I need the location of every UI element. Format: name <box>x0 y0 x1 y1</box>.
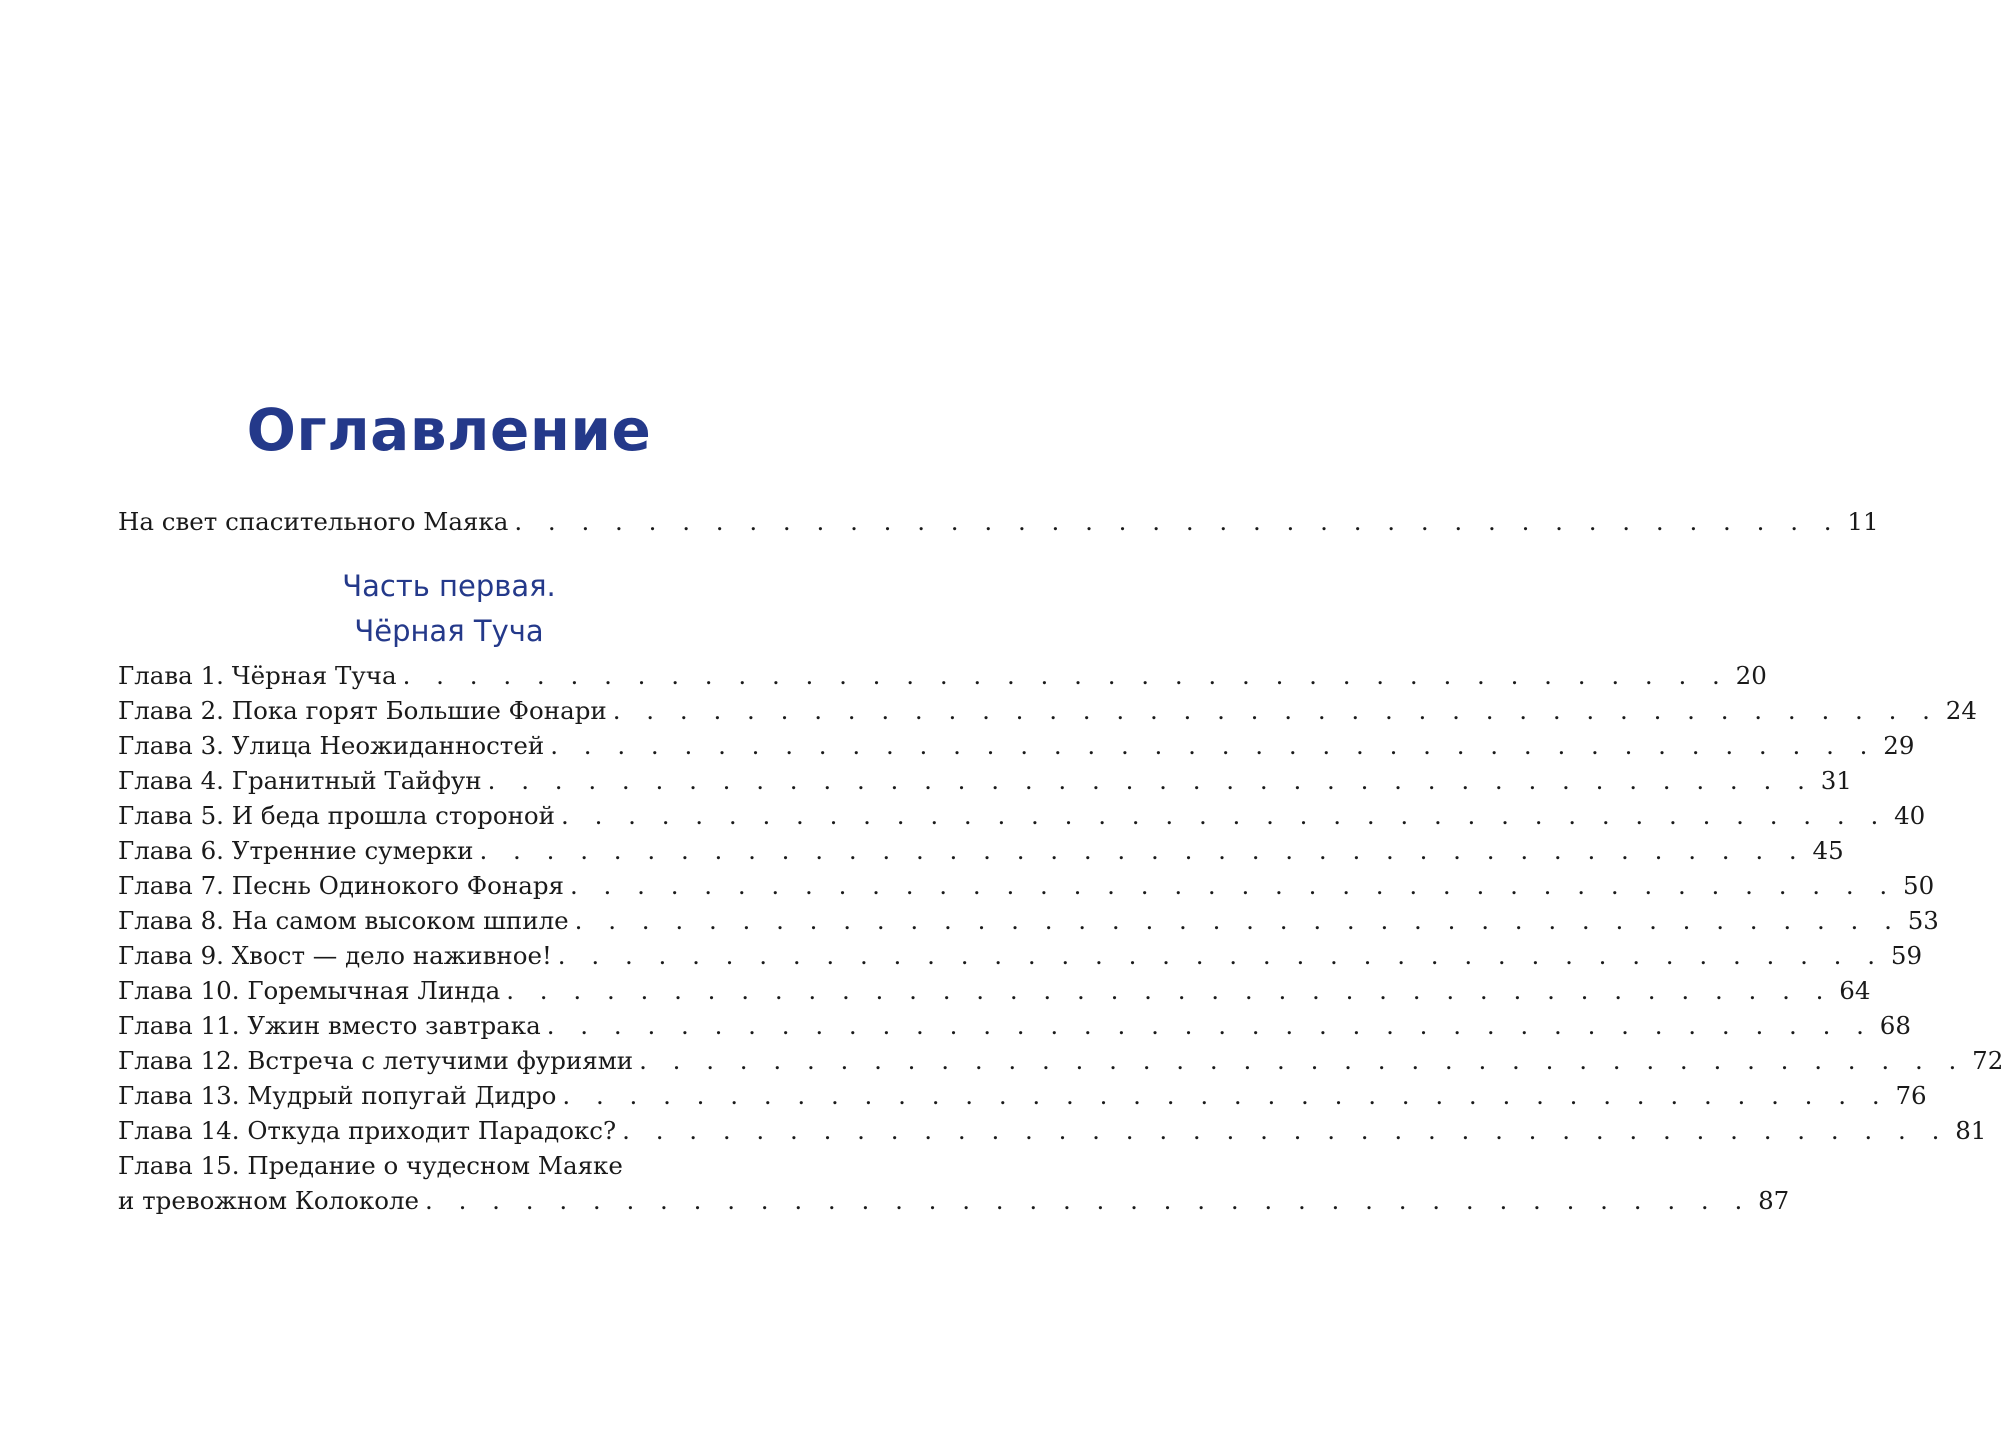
toc-entry-label: Глава 3. Улица Неожиданностей <box>118 731 545 760</box>
toc-entry-label: Глава 8. На самом высоком шпиле <box>118 906 569 935</box>
toc-page-number: 72 <box>1972 1046 2003 1075</box>
toc-page-number: 76 <box>1895 1081 1927 1110</box>
toc-entry-label: Глава 2. Пока горят Большие Фонари <box>118 696 607 725</box>
toc-entry-label: Глава 14. Откуда приходит Парадокс? <box>118 1116 617 1145</box>
dot-leader: . . . . . . . . . . . . . . . . . . . . . . . . . . . . . . . . . . . . . . . . <box>514 507 1841 536</box>
dot-leader: . . . . . . . . . . . . . . . . . . . . . . . . . . . . . . . . . . . . . . . . <box>557 941 1885 970</box>
toc-entry-intro[interactable] <box>118 504 1879 539</box>
toc-page-number: 50 <box>1903 871 1935 900</box>
dot-leader: . . . . . . . . . . . . . . . . . . . . . . . . . . . . . . . . . . . . . . . . <box>639 1046 1966 1075</box>
toc-page-number: 87 <box>1758 1186 1790 1215</box>
toc-page-number: 20 <box>1735 661 1767 690</box>
dot-leader: . . . . . . . . . . . . . . . . . . . . . . . . . . . . . . . . . . . . . . . . <box>546 1011 1873 1040</box>
toc-entry-label: Глава 4. Гранитный Тайфун <box>118 766 482 795</box>
part-heading-line2: Чёрная Туча <box>354 614 544 648</box>
toc-page-number: 45 <box>1812 836 1844 865</box>
toc-entry-label: Глава 1. Чёрная Туча <box>118 661 397 690</box>
toc-entry-chapter[interactable] <box>118 798 1926 833</box>
toc-page-number: 53 <box>1907 906 1939 935</box>
toc-entry-chapter[interactable] <box>118 1113 1987 1148</box>
chapter-list <box>118 658 2003 1218</box>
toc-entry-chapter[interactable] <box>118 1043 2003 1078</box>
toc-entry-label: Глава 10. Горемычная Линда <box>118 976 501 1005</box>
dot-leader: . . . . . . . . . . . . . . . . . . . . . . . . . . . . . . . . . . . . . . . . <box>562 1081 1889 1110</box>
toc-entry-chapter-15-line1[interactable] <box>118 1148 778 1183</box>
toc-entry-label: Глава 9. Хвост — дело наживное! <box>118 941 552 970</box>
toc-page-number: 81 <box>1955 1116 1987 1145</box>
dot-leader: . . . . . . . . . . . . . . . . . . . . . . . . . . . . . . . . . . . . . . . . <box>479 836 1806 865</box>
toc-entry-chapter[interactable] <box>118 658 1767 693</box>
toc-page-number: 59 <box>1890 941 1923 970</box>
toc-entry-label: Глава 5. И беда прошла стороной <box>118 801 555 830</box>
toc-page-number: 31 <box>1820 766 1852 795</box>
part-heading-line1: Часть первая. <box>342 569 556 603</box>
dot-leader: . . . . . . . . . . . . . . . . . . . . . . . . . . . . . . . . . . . . . . . . <box>425 1186 1752 1215</box>
toc-page-number: 29 <box>1883 731 1915 760</box>
dot-leader: . . . . . . . . . . . . . . . . . . . . . . . . . . . . . . . . . . . . . . . . <box>402 661 1729 690</box>
dot-leader: . . . . . . . . . . . . . . . . . . . . . . . . . . . . . . . . . . . . . . . . <box>574 906 1901 935</box>
toc-entry-chapter[interactable] <box>118 833 1844 868</box>
toc-entry-label: и тревожном Колоколе <box>118 1186 420 1215</box>
toc-entry-chapter[interactable] <box>118 973 1871 1008</box>
dot-leader: . . . . . . . . . . . . . . . . . . . . . . . . . . . . . . . . . . . . . . . . <box>550 731 1877 760</box>
toc-entry-label: Глава 7. Песнь Одинокого Фонаря <box>118 871 564 900</box>
toc-page-number: 11 <box>1847 507 1879 536</box>
page-title: Оглавление <box>246 396 652 464</box>
toc-entry-label: Глава 13. Мудрый попугай Дидро <box>118 1081 557 1110</box>
toc-entry-chapter[interactable] <box>118 868 1935 903</box>
toc-page-number: 64 <box>1839 976 1871 1005</box>
toc-page-number: 40 <box>1894 801 1926 830</box>
toc-page-number: 24 <box>1945 696 1977 725</box>
toc-entry-chapter[interactable] <box>118 1078 1927 1113</box>
toc-entry-chapter[interactable] <box>118 1008 1911 1043</box>
dot-leader: . . . . . . . . . . . . . . . . . . . . . . . . . . . . . . . . . . . . . . . . <box>569 871 1897 900</box>
toc-page-number: 68 <box>1879 1011 1911 1040</box>
toc-entry-chapter-15-line2[interactable] <box>118 1183 1790 1218</box>
dot-leader: . . . . . . . . . . . . . . . . . . . . . . . . . . . . . . . . . . . . . . . . <box>487 766 1814 795</box>
toc-entry-chapter[interactable] <box>118 903 1939 938</box>
dot-leader: . . . . . . . . . . . . . . . . . . . . . . . . . . . . . . . . . . . . . . . . <box>506 976 1833 1005</box>
toc-entry-label: На свет спасительного Маяка <box>118 507 509 536</box>
toc-entry-chapter[interactable] <box>118 938 1923 973</box>
toc-entry-label: Глава 12. Встреча с летучими фуриями <box>118 1046 634 1075</box>
toc-entry-chapter[interactable] <box>118 763 1852 798</box>
dot-leader: . . . . . . . . . . . . . . . . . . . . . . . . . . . . . . . . . . . . . . . . <box>622 1116 1949 1145</box>
toc-entry-label: Глава 11. Ужин вместо завтрака <box>118 1011 541 1040</box>
toc-entry-chapter[interactable] <box>118 728 1915 763</box>
dot-leader: . . . . . . . . . . . . . . . . . . . . . . . . . . . . . . . . . . . . . . . . <box>612 696 1939 725</box>
toc-entry-label: Глава 6. Утренние сумерки <box>118 836 474 865</box>
toc-entry-label: Глава 15. Предание о чудесном Маяке <box>118 1151 623 1180</box>
toc-entry-chapter[interactable] <box>118 693 1977 728</box>
dot-leader: . . . . . . . . . . . . . . . . . . . . . . . . . . . . . . . . . . . . . . . . <box>561 801 1888 830</box>
